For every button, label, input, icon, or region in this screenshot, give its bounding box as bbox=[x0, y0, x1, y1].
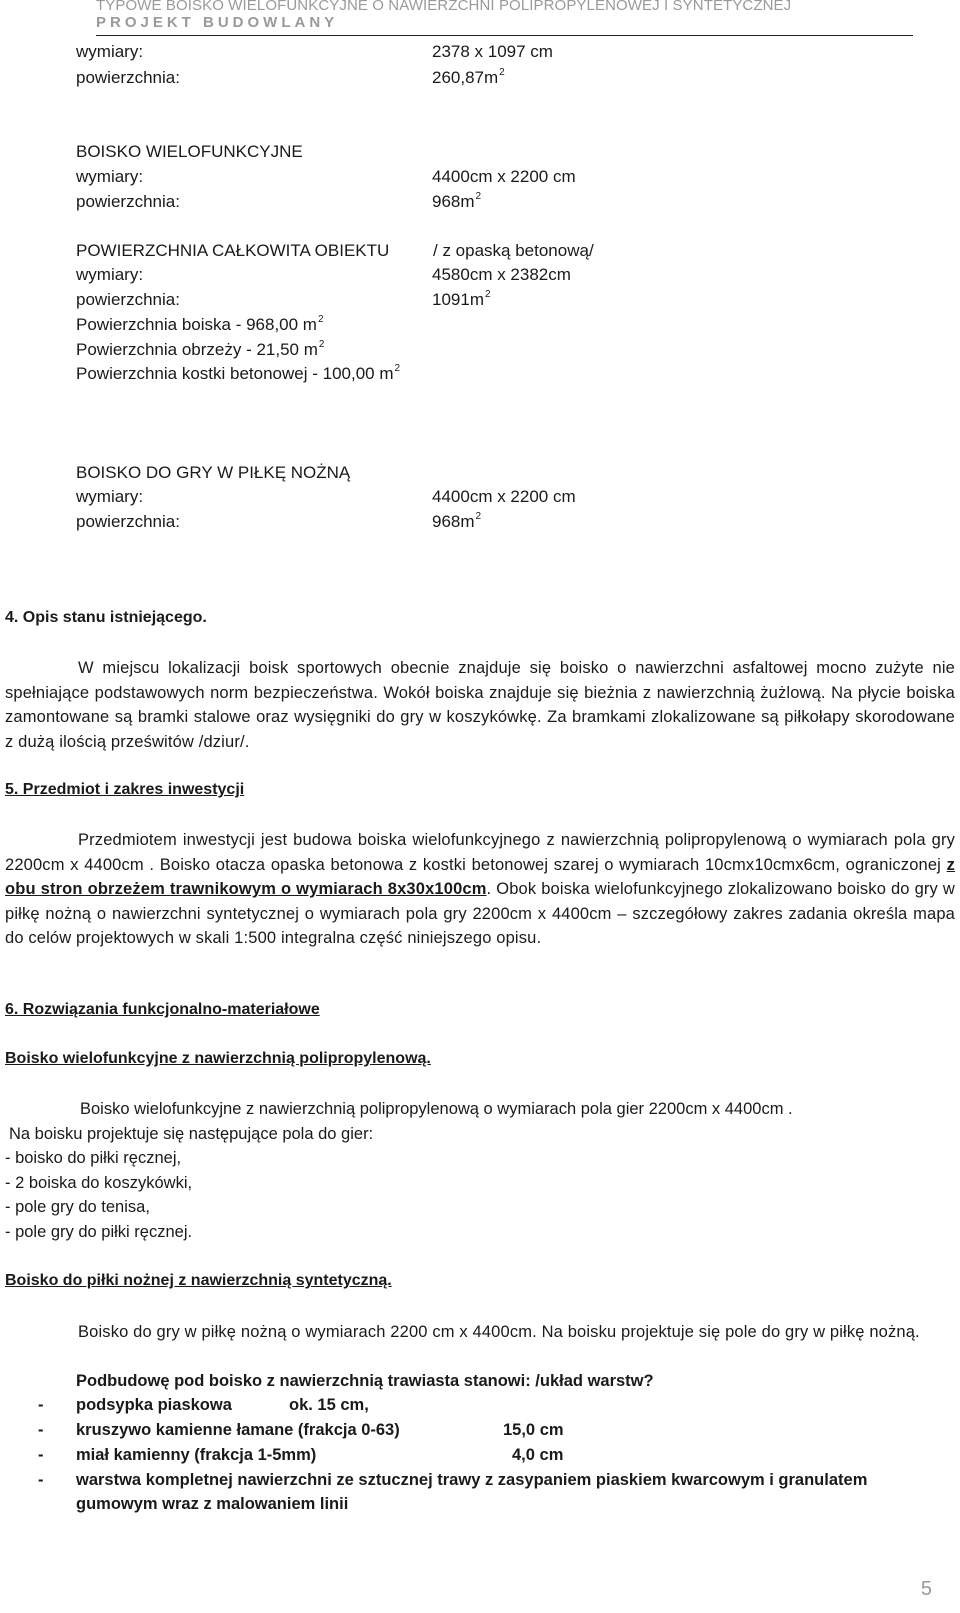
dim-value: 4400cm x 2200 cm bbox=[432, 487, 576, 506]
page-number: 5 bbox=[920, 1578, 932, 1600]
document-header-subtitle: PROJEKT BUDOWLANY bbox=[96, 14, 339, 31]
layer-name: miał kamienny (frakcja 1-5mm) bbox=[76, 1446, 317, 1464]
layer-dash: - bbox=[38, 1421, 44, 1439]
section-title-multisport: BOISKO WIELOFUNKCYJNE bbox=[76, 142, 303, 161]
area-label: powierzchnia: bbox=[76, 512, 180, 531]
section-heading-5: 5. Przedmiot i zakres inwestycji bbox=[5, 781, 245, 798]
header-divider bbox=[96, 35, 913, 36]
layer-name: kruszywo kamienne łamane (frakcja 0-63) bbox=[76, 1421, 400, 1439]
section-5-body: Przedmiotem inwestycji jest budowa boiska wielofunkcyjnego z nawierzchnią polipropylenową o wymiarach pola gry 2200cm x 4400cm . Boisko otacza opaska betonowa z kostki betonowej szarej o wymiarach 10cmx10cmx6cm, ograniczonej z obu stron obrzeżem trawnikowym o wymiarach 8x30x100cm. Obok boiska wielofunkcyjnego zlokalizowano boisko do gry w piłkę nożną o nawierzchni syntetycznej o wymiarach pola gry 2200cm x 4400cm – szczegółowy zakres zadania określa mapa do celów projektowych w skali 1:500 integralna część niniejszego opisu. bbox=[5, 831, 955, 947]
dim-value: 2378 x 1097 cm bbox=[432, 42, 553, 61]
layer-dash: - bbox=[38, 1471, 44, 1489]
area-breakdown-field: Powierzchnia boiska - 968,00 $m^2$ bbox=[76, 314, 324, 334]
subheading-multisport: Boisko wielofunkcyjne z nawierzchnią polipropylenową. bbox=[5, 1050, 431, 1067]
dim-value: 4580cm x 2382cm bbox=[432, 265, 571, 284]
section-heading-4: 4. Opis stanu istniejącego. bbox=[5, 609, 207, 626]
football-description: Boisko do gry w piłkę nożną o wymiarach 2200 cm x 4400cm. Na boisku projektuje się pole do gry w piłkę nożną. bbox=[78, 1323, 920, 1341]
subheading-football: Boisko do piłki nożnej z nawierzchnią syntetyczną. bbox=[5, 1272, 392, 1289]
section-title-total-area: POWIERZCHNIA CAŁKOWITA OBIEKTU bbox=[76, 241, 390, 260]
total-area-note: / z opaską betonową/ bbox=[433, 241, 594, 260]
area-value: $260,87m^2$ bbox=[432, 67, 505, 87]
area-label: powierzchnia: bbox=[76, 68, 180, 87]
multisport-description: Boisko wielofunkcyjne z nawierzchnią polipropylenową o wymiarach pola gier 2200cm x 4400cm . bbox=[80, 1100, 793, 1118]
dim-value: 4400cm x 2200 cm bbox=[432, 167, 576, 186]
section-4-body: W miejscu lokalizacji boisk sportowych obecnie znajduje się boisko o nawierzchni asfaltowej mocno zużyte nie spełniające podstawowych norm bezpieczeństwa. Wokół boiska znajduje się bieżnia z nawierzchnią żużlową. Na płycie boiska zamontowane są bramki stalowe oraz wysięgniki do gry w koszykówkę. Za bramkami zlokalizowane są piłkołapy skorodowane z dużą ilością prześwitów /dziur/. bbox=[5, 659, 955, 751]
layer-dash: - bbox=[38, 1396, 44, 1414]
area-value: $968m^2$ bbox=[432, 191, 482, 211]
fields-list-item: - pole gry do piłki ręcznej. bbox=[5, 1223, 193, 1241]
layer-name: warstwa kompletnej nawierzchni ze sztucznej trawy z zasypaniem piaskiem kwarcowym i granulatem bbox=[76, 1471, 868, 1489]
fields-list-item: - 2 boiska do koszykówki, bbox=[5, 1174, 193, 1192]
area-breakdown-edging: Powierzchnia obrzeży - 21,50 $m^2$ bbox=[76, 339, 325, 359]
document-header-title: TYPOWE BOISKO WIELOFUNKCYJNE O NAWIERZCHNI POLIPROPYLENOWEJ I SYNTETYCZNEJ bbox=[96, 0, 792, 14]
layer-dash: - bbox=[38, 1446, 44, 1464]
section-title-football: BOISKO DO GRY W PIŁKĘ NOŻNĄ bbox=[76, 463, 351, 482]
layer-name: podsypka piaskowa bbox=[76, 1396, 232, 1414]
layer-thickness: 15,0 cm bbox=[503, 1421, 564, 1439]
area-value: $968m^2$ bbox=[432, 511, 482, 531]
fields-list-item: - boisko do piłki ręcznej, bbox=[5, 1149, 182, 1167]
area-label: powierzchnia: bbox=[76, 290, 180, 309]
area-breakdown-paving: Powierzchnia kostki betonowej - 100,00 $m^2$ bbox=[76, 363, 401, 383]
fields-list-intro: Na boisku projektuje się następujące pola do gier: bbox=[9, 1125, 374, 1143]
layer-thickness: ok. 15 cm, bbox=[289, 1396, 369, 1414]
section-heading-6: 6. Rozwiązania funkcjonalno-materiałowe bbox=[5, 1001, 320, 1018]
dim-label: wymiary: bbox=[76, 487, 144, 506]
dim-label: wymiary: bbox=[76, 42, 144, 61]
dim-label: wymiary: bbox=[76, 167, 144, 186]
layer-name-continued: gumowym wraz z malowaniem linii bbox=[76, 1495, 349, 1513]
area-value: $1091m^2$ bbox=[432, 289, 491, 309]
dim-label: wymiary: bbox=[76, 265, 144, 284]
layers-intro: Podbudowę pod boisko z nawierzchnią trawiasta stanowi: /układ warstw? bbox=[76, 1372, 654, 1390]
area-label: powierzchnia: bbox=[76, 192, 180, 211]
layer-thickness: 4,0 cm bbox=[512, 1446, 564, 1464]
fields-list-item: - pole gry do tenisa, bbox=[5, 1198, 150, 1216]
